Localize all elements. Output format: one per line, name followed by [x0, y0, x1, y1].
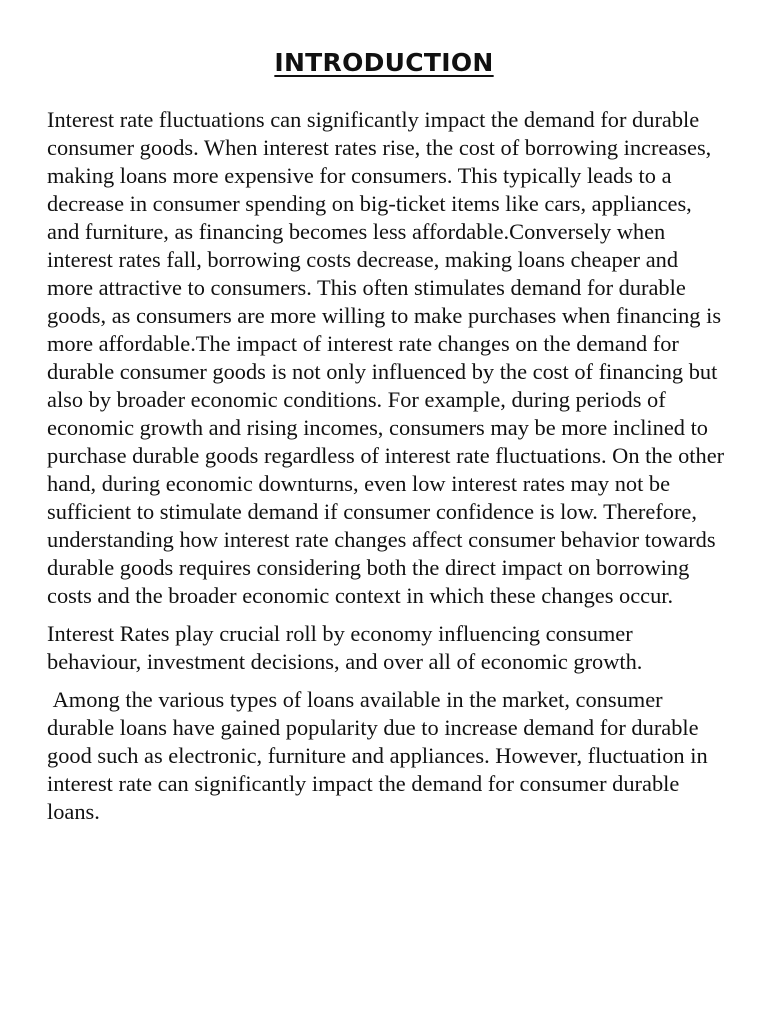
- paragraph-3: Among the various types of loans available in the market, consumer durable loans have gained popularity due to increase demand for durable good such as electronic, furniture and appliances. However, fluctuation in interest rate can significantly impact the demand for consumer durable loans.: [47, 687, 714, 824]
- paragraph-2: Interest Rates play crucial roll by economy influencing consumer behaviour, investment decisions, and over all of economic growth.: [47, 621, 643, 674]
- page-title: [0, 44, 768, 82]
- page-title-text: INTRODUCTION: [274, 48, 494, 77]
- paragraph-1: Interest rate fluctuations can significantly impact the demand for durable consumer goods. When interest rates rise, the cost of borrowing increases, making loans more expensive for consumers. This typically leads to a decrease in consumer spending on big-ticket items like cars, appliances, and furniture, as financing becomes less affordable.Conversely when interest rates fall, borrowing costs decrease, making loans cheaper and more attractive to consumers. This often stimulates demand for durable goods, as consumers are more willing to make purchases when financing is more affordable.The impact of interest rate changes on the demand for durable consumer goods is not only influenced by the cost of financing but also by broader economic conditions. For example, during periods of economic growth and rising incomes, consumers may be more inclined to purchase durable goods regardless of interest rate fluctuations. On the other hand, during economic downturns, even low interest rates may not be sufficient to stimulate demand if consumer confidence is low. Therefore, understanding how interest rate changes affect consumer behavior towards durable goods requires considering both the direct impact on borrowing costs and the broader economic context in which these changes occur.: [47, 107, 730, 608]
- document-body: [47, 106, 729, 836]
